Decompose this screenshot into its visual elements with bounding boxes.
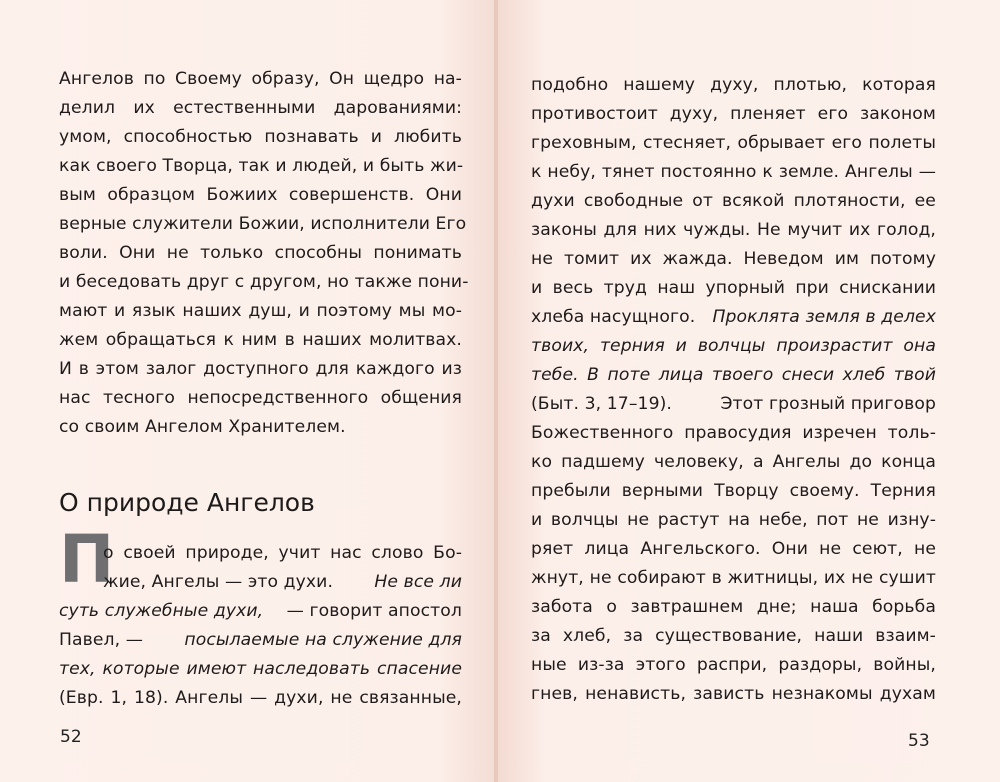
drop-cap: П [59, 521, 115, 598]
italic-span: Проклята земля в делех [712, 307, 936, 327]
right-text-line: ко падшему человеку, а Ангелы до конца [531, 452, 936, 472]
right-text-line: к небу, тянет постоянно к земле. Ангелы — [531, 162, 936, 182]
right-text-line: духи свободные от всякой плотяности, ее [531, 191, 936, 211]
left-text-line: делил их естественными дарованиями: [59, 98, 462, 118]
right-text-line: и волчцы не растут на небе, пот не изну- [531, 510, 936, 530]
left-text-line: вым образцом Божиих совершенств. Они [59, 185, 462, 205]
left-text-line: о своей природе, учит нас слово Бо- [103, 543, 462, 563]
left-text-line: умом, способностью познавать и любить [59, 127, 462, 147]
left-text-line [59, 601, 462, 621]
left-text-line: жем обращаться к ним в наших молитвах. [59, 330, 462, 350]
right-text-line: твоих, терния и волчцы произрастит она [531, 336, 936, 356]
right-text-line: не томит их жажда. Неведом им потому [531, 249, 936, 269]
right-text-line: гнев, ненависть, зависть незнакомы духам [531, 684, 936, 704]
right-text-line: законы для них чужды. Не мучит их голод, [531, 220, 936, 240]
right-text-line: забота о завтрашнем дне; наша борьба [531, 597, 936, 617]
right-text-line: пребыли верными Творцу своему. Терния [531, 481, 936, 501]
book-gutter [494, 0, 498, 782]
right-text-line: ряет лица Ангельского. Они не сеют, не [531, 539, 936, 559]
right-text-line: Божественного правосудия изречен толь- [531, 423, 936, 443]
left-text-line: и беседовать друг с другом, но также пони- [59, 272, 469, 292]
right-text-line: подобно нашему духу, плотью, которая [531, 75, 936, 95]
left-text-line: Ангелов по Своему образу, Он щедро на- [59, 69, 462, 89]
left-text-line: тех, которые имеют наследовать спасение [59, 659, 462, 679]
text-span: — говорит апостол [286, 601, 462, 621]
left-text-line: как своего Творца, так и людей, и быть жи- [59, 156, 464, 176]
italic-span: суть служебные духи, [59, 601, 264, 621]
right-text-line: и весь труд наш упорный при снискании [531, 278, 936, 298]
text-span: (Быт. 3, 17–19). [531, 394, 672, 414]
section-heading: О природе Ангелов [59, 488, 315, 517]
left-text-line: верные служители Божии, исполнители Его [59, 214, 467, 234]
text-span: Этот грозный приговор [720, 394, 936, 414]
left-text-line: И в этом залог доступного для каждого из [59, 359, 462, 379]
right-text-line: ные из-за этого распри, раздоры, войны, [531, 655, 936, 675]
right-text-line [531, 394, 936, 414]
left-text-line [103, 572, 462, 592]
text-span: жие, Ангелы — это духи. [103, 572, 334, 592]
page-number-right: 53 [908, 731, 930, 751]
text-span: Павел, — [59, 630, 144, 650]
left-text-line: мают и язык наших душ, и поэтому мы мо- [59, 301, 462, 321]
left-text-line [59, 630, 462, 650]
left-text-line: со своим Ангелом Хранителем. [59, 417, 346, 437]
italic-span: Не все ли [374, 572, 462, 592]
page-number-left: 52 [60, 727, 82, 747]
italic-span: посылаемые на служение для [184, 630, 462, 650]
left-text-line: воли. Они не только способны понимать [59, 243, 462, 263]
right-text-line: тебе. В поте лица твоего снеси хлеб твой [531, 365, 936, 385]
right-text-line: за хлеб, за существование, наши взаим- [531, 626, 936, 646]
right-text-line: жнут, не собирают в житницы, их не сушит [531, 568, 936, 588]
left-text-line: нас тесного непосредственного общения [59, 388, 462, 408]
right-text-line: греховным, стесняет, обрывает его полеты [531, 133, 936, 153]
text-span: хлеба насущного. [531, 307, 696, 327]
left-text-line: (Евр. 1, 18). Ангелы — духи, не связанные, [59, 688, 462, 708]
right-text-line: противостоит духу, пленяет его законом [531, 104, 936, 124]
right-text-line [531, 307, 936, 327]
